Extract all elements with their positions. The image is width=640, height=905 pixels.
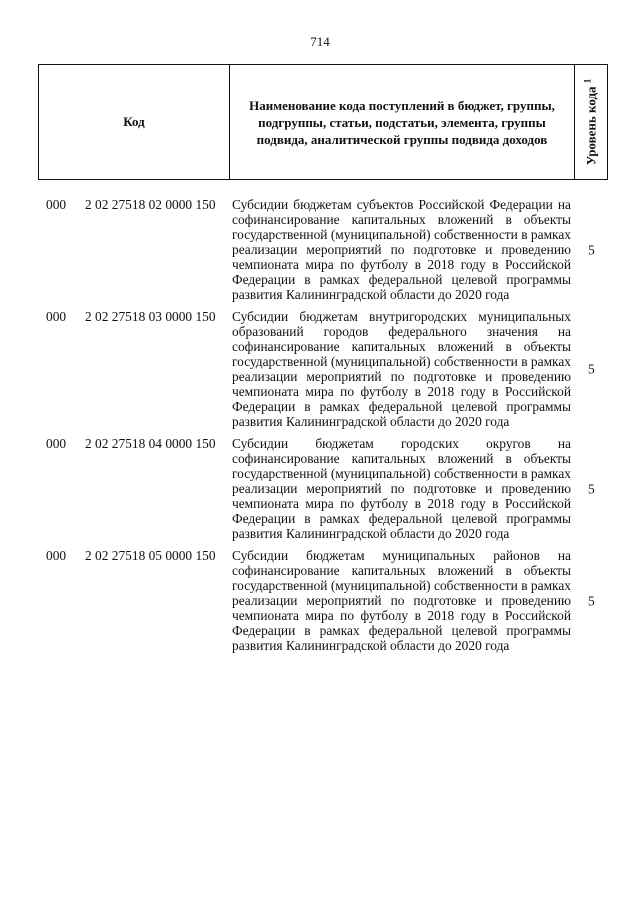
row-admin-code: 000 bbox=[46, 197, 67, 212]
header-level-label: Уровень кода bbox=[583, 86, 599, 166]
row-name: Субсидии бюджетам городских округов на софинансирование капитальных вложений в объекты государственной (муниципальной) собственности в рамках реализации мероприятий по подготовке и проведению чемпионата мира по футболу в 2018 году в Российской Федерации в рамках федеральной целевой программы развития Калининградской области до 2020 года bbox=[232, 436, 571, 541]
row-code: 2 02 27518 03 0000 150 bbox=[85, 309, 216, 324]
page-number: 714 bbox=[310, 34, 330, 49]
header-name: Наименование кода поступлений в бюджет, группы, подгруппы, статьи, подстатьи, элемента, группы подвида, аналитической группы подвида доходов bbox=[230, 65, 575, 179]
row-level: 5 bbox=[588, 242, 595, 257]
row-admin-code: 000 bbox=[46, 309, 67, 324]
table-body bbox=[0, 197, 640, 653]
row-level: 5 bbox=[588, 361, 595, 377]
row-admin-code: 000 bbox=[46, 436, 67, 451]
row-name: Субсидии бюджетам внутригородских муниципальных образований городов федерального значения на софинансирование капитальных вложений в объекты государственной (муниципальной) собственности в рамках реализации мероприятий по подготовке и проведению чемпионата мира по футболу в 2018 году в Российской Федерации в рамках федеральной целевой программы развития Калининградской области до 2020 года bbox=[232, 309, 571, 429]
header-level-cell bbox=[575, 65, 607, 179]
row-name: Субсидии бюджетам муниципальных районов на софинансирование капитальных вложений в объекты государственной (муниципальной) собственности в рамках реализации мероприятий по подготовке и проведению чемпионата мира по футболу в 2018 году в Российской Федерации в рамках федеральной целевой программы развития Калининградской области до 2020 года bbox=[232, 548, 571, 653]
row-admin-code: 000 bbox=[46, 548, 67, 563]
row-level: 5 bbox=[588, 593, 595, 608]
row-name: Субсидии бюджетам субъектов Российской Федерации на софинансирование капитальных вложений в объекты государственной (муниципальной) собственности в рамках реализации мероприятий по подготовке и проведению чемпионата мира по футболу в 2018 году в Российской Федерации в рамках федеральной целевой программы развития Калининградской области до 2020 года bbox=[232, 197, 571, 302]
table-row bbox=[0, 548, 640, 653]
row-code: 2 02 27518 05 0000 150 bbox=[85, 548, 216, 563]
table-row bbox=[0, 436, 640, 541]
row-code: 2 02 27518 02 0000 150 bbox=[85, 197, 216, 212]
header-level bbox=[582, 79, 599, 166]
table-header bbox=[38, 64, 608, 180]
header-level-footnote: 1 bbox=[582, 78, 593, 84]
header-code: Код bbox=[39, 65, 230, 179]
row-level: 5 bbox=[588, 481, 595, 496]
table-row bbox=[0, 309, 640, 429]
row-code: 2 02 27518 04 0000 150 bbox=[85, 436, 216, 451]
table-row bbox=[0, 197, 640, 302]
